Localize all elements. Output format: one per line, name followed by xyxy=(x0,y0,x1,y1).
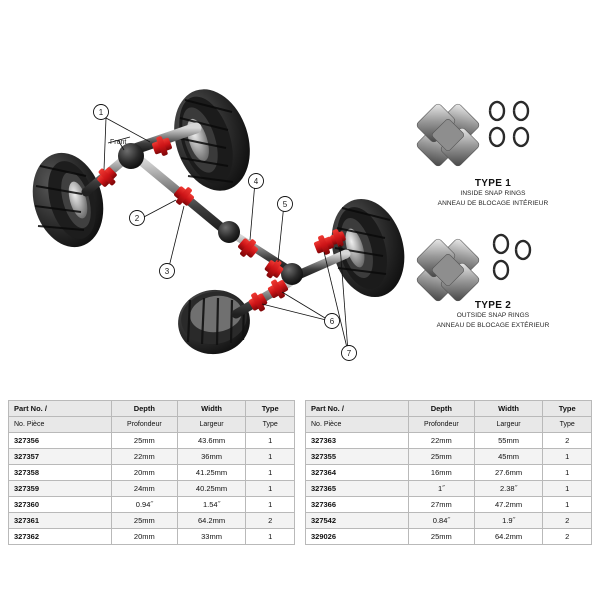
cell-depth: 22mm xyxy=(111,449,177,465)
callout-4: 4 xyxy=(253,177,259,186)
cell-type: 2 xyxy=(246,513,295,529)
cell-part-no: 329026 xyxy=(306,529,409,545)
cell-part-no: 327355 xyxy=(306,449,409,465)
cell-depth: 1˝ xyxy=(408,481,474,497)
cell-part-no: 327365 xyxy=(306,481,409,497)
cell-width: 64.2mm xyxy=(177,513,246,529)
snap-rings-type2 xyxy=(494,235,530,279)
subheader-type: Type xyxy=(543,417,592,433)
cell-width: 43.6mm xyxy=(177,433,246,449)
cell-depth: 24mm xyxy=(111,481,177,497)
cell-width: 40.25mm xyxy=(177,481,246,497)
header-type: Type xyxy=(543,401,592,417)
callout-3: 3 xyxy=(164,267,170,276)
cell-part-no: 327363 xyxy=(306,433,409,449)
cell-depth: 27mm xyxy=(408,497,474,513)
subheader-type: Type xyxy=(246,417,295,433)
cell-part-no: 327364 xyxy=(306,465,409,481)
table-header-row xyxy=(9,401,295,417)
header-part-no: Part No. / xyxy=(9,401,112,417)
tire-rear-left xyxy=(174,285,254,358)
header-width: Width xyxy=(177,401,246,417)
table-subheader-row xyxy=(9,417,295,433)
table-row xyxy=(9,465,295,481)
type1-ujoint-art xyxy=(406,93,528,178)
cell-type: 1 xyxy=(246,465,295,481)
cell-width: 1.9˝ xyxy=(474,513,543,529)
cell-type: 1 xyxy=(246,433,295,449)
cell-width: 36mm xyxy=(177,449,246,465)
carrier-bearing-rear xyxy=(281,263,303,285)
subheader-depth: Profondeur xyxy=(408,417,474,433)
callout-5: 5 xyxy=(282,200,288,209)
cell-type: 1 xyxy=(246,449,295,465)
type2-subtitle-fr: ANNEAU DE BLOCAGE EXTÉRIEUR xyxy=(436,321,550,329)
type1-subtitle-fr: ANNEAU DE BLOCAGE INTÉRIEUR xyxy=(437,199,549,207)
cell-type: 1 xyxy=(543,481,592,497)
cell-width: 33mm xyxy=(177,529,246,545)
cell-type: 1 xyxy=(543,497,592,513)
type2-title: TYPE 2 xyxy=(474,300,512,311)
cell-depth: 20mm xyxy=(111,529,177,545)
cell-depth: 0.84˝ xyxy=(408,513,474,529)
parts-table-right xyxy=(305,400,592,545)
header-depth: Depth xyxy=(111,401,177,417)
subheader-depth: Profondeur xyxy=(111,417,177,433)
cell-type: 1 xyxy=(543,465,592,481)
type1-caption xyxy=(398,178,588,209)
cell-type: 1 xyxy=(246,497,295,513)
cell-part-no: 327361 xyxy=(9,513,112,529)
carrier-bearing-mid xyxy=(218,221,240,243)
table-row xyxy=(9,449,295,465)
table-header-row xyxy=(306,401,592,417)
table-row xyxy=(306,449,592,465)
table-row xyxy=(306,497,592,513)
cell-depth: 22mm xyxy=(408,433,474,449)
cell-depth: 25mm xyxy=(408,529,474,545)
callout-6: 6 xyxy=(329,317,335,326)
cell-type: 2 xyxy=(543,513,592,529)
subheader-part-no: No. Pièce xyxy=(306,417,409,433)
cell-depth: 25mm xyxy=(408,449,474,465)
cell-width: 64.2mm xyxy=(474,529,543,545)
snap-rings-type1 xyxy=(490,102,528,146)
cell-part-no: 327360 xyxy=(9,497,112,513)
cell-type: 2 xyxy=(543,529,592,545)
parts-table-left xyxy=(8,400,295,545)
cell-width: 27.6mm xyxy=(474,465,543,481)
cell-type: 1 xyxy=(246,481,295,497)
cell-part-no: 327542 xyxy=(306,513,409,529)
callout-1: 1 xyxy=(98,108,104,117)
cell-width: 45mm xyxy=(474,449,543,465)
cell-type: 1 xyxy=(543,449,592,465)
cell-width: 47.2mm xyxy=(474,497,543,513)
header-width: Width xyxy=(474,401,543,417)
cell-part-no: 327359 xyxy=(9,481,112,497)
table-row xyxy=(9,529,295,545)
subheader-part-no: No. Pièce xyxy=(9,417,112,433)
tire-front-left xyxy=(22,144,114,255)
type1-subtitle-en: INSIDE SNAP RINGS xyxy=(460,190,526,197)
table-row xyxy=(306,481,592,497)
cell-depth: 0.94˝ xyxy=(111,497,177,513)
header-part-no: Part No. / xyxy=(306,401,409,417)
cell-width: 1.54˝ xyxy=(177,497,246,513)
cell-depth: 16mm xyxy=(408,465,474,481)
cell-part-no: 327362 xyxy=(9,529,112,545)
cell-width: 2.38˝ xyxy=(474,481,543,497)
header-type: Type xyxy=(246,401,295,417)
callout-2: 2 xyxy=(134,214,140,223)
cell-type: 1 xyxy=(246,529,295,545)
parts-tables xyxy=(8,400,592,545)
subheader-width: Largeur xyxy=(474,417,543,433)
front-label: Front xyxy=(110,139,127,146)
type2-caption xyxy=(398,300,588,331)
type2-subtitle-en: OUTSIDE SNAP RINGS xyxy=(456,312,530,319)
cell-part-no: 327357 xyxy=(9,449,112,465)
cell-part-no: 327356 xyxy=(9,433,112,449)
table-row xyxy=(9,433,295,449)
header-depth: Depth xyxy=(408,401,474,417)
cell-part-no: 327366 xyxy=(306,497,409,513)
callout-7: 7 xyxy=(346,349,352,358)
table-row xyxy=(306,513,592,529)
cell-depth: 25mm xyxy=(111,513,177,529)
cell-depth: 25mm xyxy=(111,433,177,449)
subheader-width: Largeur xyxy=(177,417,246,433)
table-row xyxy=(9,481,295,497)
table-row xyxy=(9,513,295,529)
table-row xyxy=(306,433,592,449)
table-subheader-row xyxy=(306,417,592,433)
table-row xyxy=(306,529,592,545)
cell-width: 55mm xyxy=(474,433,543,449)
cell-type: 2 xyxy=(543,433,592,449)
table-row xyxy=(306,465,592,481)
cell-part-no: 327358 xyxy=(9,465,112,481)
type1-title: TYPE 1 xyxy=(474,178,512,189)
cell-depth: 20mm xyxy=(111,465,177,481)
cell-width: 41.25mm xyxy=(177,465,246,481)
table-row xyxy=(9,497,295,513)
